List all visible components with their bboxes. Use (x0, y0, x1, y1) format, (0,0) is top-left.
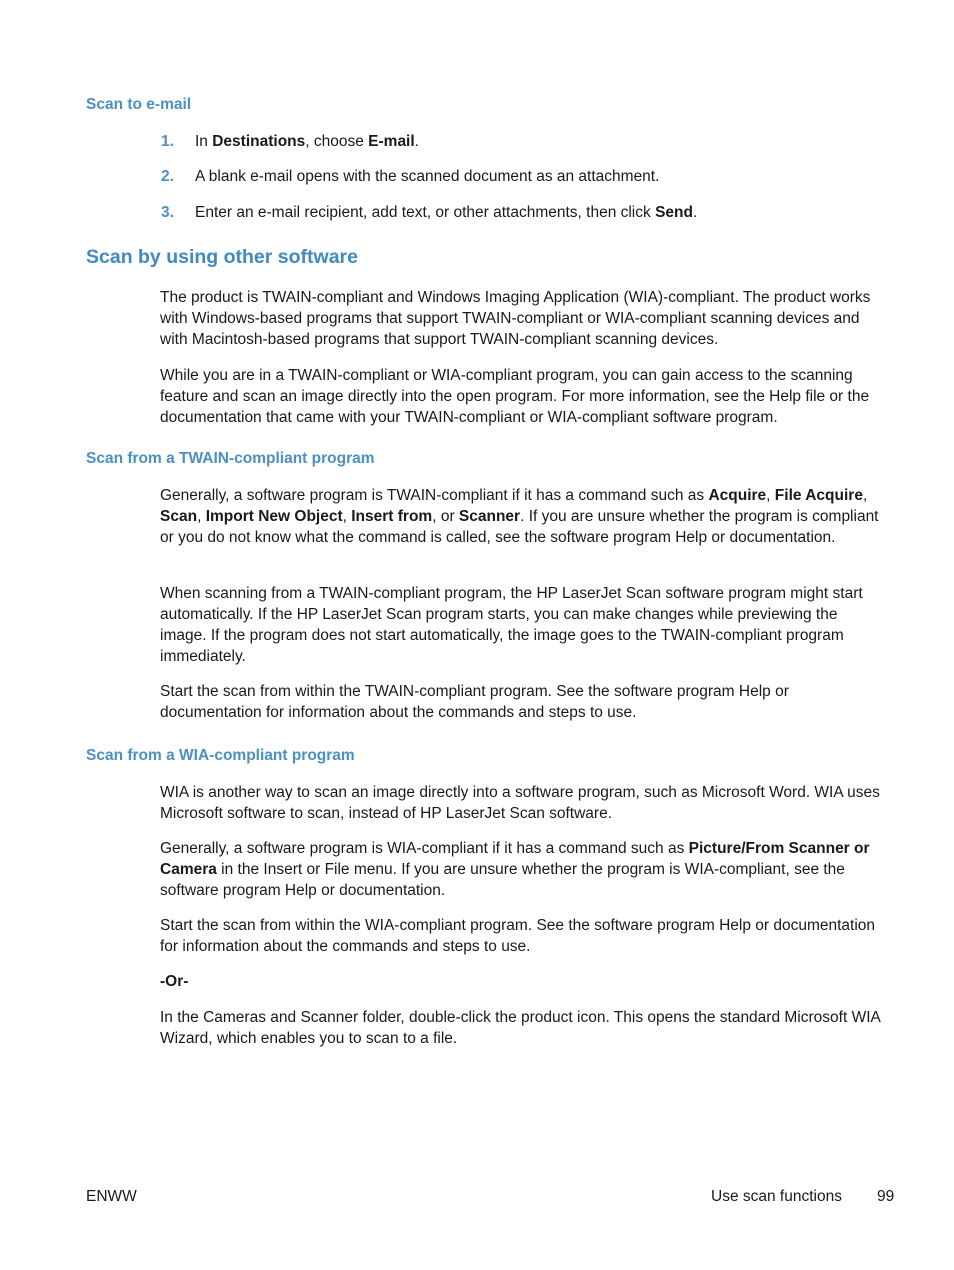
paragraph-twain-commands: Generally, a software program is TWAIN-compliant if it has a command such as Acquire, File Acquire, Scan, Import New Object, Insert from, or Scanner. If you are unsure whether the program is compliant or you do not know what the command is called, see the software program Help or documentation. (160, 487, 879, 546)
paragraph-wia-commands: Generally, a software program is WIA-compliant if it has a command such as Picture/From Scanner or Camera in the Insert or File menu. If you are unsure whether the program is WIA-compliant, see the software program Help or documentation. (160, 840, 870, 899)
step-number: 2. (161, 168, 174, 185)
step-number: 3. (161, 204, 174, 221)
footer-section-title: Use scan functions (711, 1188, 842, 1205)
footer-left: ENWW (86, 1188, 137, 1205)
paragraph-wia-wizard: In the Cameras and Scanner folder, double-click the product icon. This opens the standard Microsoft WIA Wizard, which enables you to scan to a file. (160, 1009, 880, 1047)
or-separator: -Or- (160, 973, 189, 990)
heading-scan-to-email: Scan to e-mail (86, 96, 192, 113)
paragraph-twain-start: Start the scan from within the TWAIN-compliant program. See the software program Help or documentation for information about the commands and steps to use. (160, 683, 789, 721)
step-2: 2. A blank e-mail opens with the scanned document as an attachment. (161, 168, 660, 185)
paragraph-wia-start: Start the scan from within the WIA-compliant program. See the software program Help or documentation for information about the commands and steps to use. (160, 917, 876, 955)
paragraph-scan-into-program: While you are in a TWAIN-compliant or WIA-compliant program, you can gain access to the scanning feature and scan an image directly into the open program. For more information, see the Help file or the documentation that came with your TWAIN-compliant or WIA-compliant software program. (160, 367, 870, 426)
step-number: 1. (161, 133, 174, 150)
paragraph-twain-wia-compliance: The product is TWAIN-compliant and Windows Imaging Application (WIA)-compliant. The product works with Windows-based programs that support TWAIN-compliant or WIA-compliant scanning devices and with Macintosh-based programs that support TWAIN-compliant scanning devices. (160, 289, 871, 348)
heading-wia: Scan from a WIA-compliant program (86, 747, 355, 764)
heading-twain: Scan from a TWAIN-compliant program (86, 450, 375, 467)
paragraph-twain-laserjet-scan: When scanning from a TWAIN-compliant program, the HP LaserJet Scan software program might start automatically. If the HP LaserJet Scan program starts, you can make changes while previewing the image. If the program does not start automatically, the image goes to the TWAIN-compliant program immediately. (160, 585, 863, 665)
page-number: 99 (877, 1188, 895, 1205)
paragraph-wia-intro: WIA is another way to scan an image directly into a software program, such as Microsoft Word. WIA uses Microsoft software to scan, instead of HP LaserJet Scan software. (160, 784, 880, 822)
step-3: 3. Enter an e-mail recipient, add text, or other attachments, then click Send. (161, 204, 698, 221)
heading-scan-other-software: Scan by using other software (86, 246, 358, 268)
step-1: 1. In Destinations, choose E-mail. (161, 133, 419, 150)
